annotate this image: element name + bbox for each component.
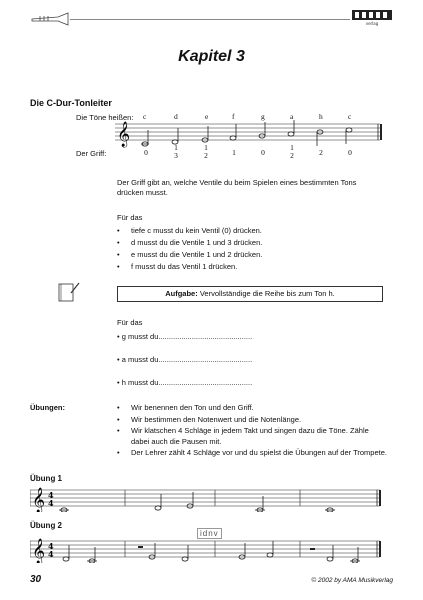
fuer-das-label-2: Für das (117, 318, 143, 327)
fill-line-g[interactable]: • g musst du............................................. (117, 332, 253, 341)
treble-clef-icon: 𝄞 (32, 488, 46, 512)
watermark: idnv (197, 528, 222, 539)
section-title: Die C-Dur-Tonleiter (30, 98, 112, 108)
header-rule (70, 19, 350, 20)
task-label: Aufgabe: (165, 289, 198, 298)
note-name: c (348, 112, 352, 121)
fingering-h: 2 (319, 148, 323, 157)
note-name: c (143, 112, 147, 121)
note-name: d (174, 112, 178, 121)
pencil-icon (58, 281, 80, 308)
exercise-1-label: Übung 1 (30, 474, 62, 483)
fingering-c: 0 (144, 148, 148, 157)
copyright: © 2002 by AMA Musikverlag (311, 577, 393, 584)
note-name: h (319, 112, 323, 121)
list-item: • tiefe c musst du kein Ventil (0) drücken. (117, 225, 387, 237)
list-item: • Wir klatschen 4 Schläge in jedem Takt und singen dazu die Töne. Zähle dabei auch die Pausen mit. (117, 426, 387, 447)
list-item: • Der Lehrer zählt 4 Schläge vor und du spielst die Übungen auf der Trompete. (117, 448, 387, 459)
fingering-label: Der Griff: (76, 149, 107, 158)
trumpet-icon (30, 12, 70, 31)
fingering-f: 1 (232, 148, 236, 157)
exercise-2-staff (30, 537, 385, 568)
chapter-title: Kapitel 3 (178, 48, 245, 65)
uebungen-heading: Übungen: (30, 403, 65, 412)
svg-text:4: 4 (48, 541, 54, 551)
treble-clef-icon: 𝄞 (117, 122, 131, 147)
list-item: • Wir bestimmen den Notenwert und die Notenlänge. (117, 415, 387, 426)
fingering-d: 1 3 (174, 143, 178, 160)
fill-line-h[interactable]: • h musst du............................................. (117, 378, 253, 387)
fill-line-a[interactable]: • a musst du............................................. (117, 355, 253, 364)
page-number: 30 (30, 574, 42, 585)
ama-logo (352, 10, 392, 31)
intro-text: Der Griff gibt an, welche Ventile du beim Spielen eines bestimmten Tons drücken musst. (117, 178, 357, 197)
fingering-c-high: 0 (348, 148, 352, 157)
svg-text:4: 4 (48, 498, 54, 508)
task-box (117, 286, 383, 302)
fingering-g: 0 (261, 148, 265, 157)
treble-clef-icon: 𝄞 (32, 539, 46, 563)
note-name: e (205, 112, 209, 121)
exercise-2-label: Übung 2 (30, 521, 62, 530)
examples-list (117, 225, 387, 273)
note-name: f (232, 112, 235, 121)
svg-text:4: 4 (48, 549, 54, 559)
fuer-das-label: Für das (117, 213, 143, 222)
notes-label: Die Töne heißen: (76, 113, 134, 122)
uebungen-list (117, 403, 387, 460)
svg-text:4: 4 (48, 490, 54, 500)
list-item: • e musst du die Ventile 1 und 2 drücken. (117, 249, 387, 261)
fingering-a: 1 2 (290, 143, 294, 160)
list-item: • f musst du das Ventil 1 drücken. (117, 261, 387, 273)
note-name: g (261, 112, 265, 121)
svg-text:verlag: verlag (365, 21, 379, 26)
task-text: Vervollständige die Reihe bis zum Ton h. (199, 289, 335, 298)
note-name: a (290, 112, 294, 121)
list-item: • d musst du die Ventile 1 und 3 drücken. (117, 237, 387, 249)
exercise-1-staff (30, 486, 385, 517)
fingering-e: 1 2 (204, 143, 208, 160)
list-item: • Wir benennen den Ton und den Griff. (117, 403, 387, 414)
